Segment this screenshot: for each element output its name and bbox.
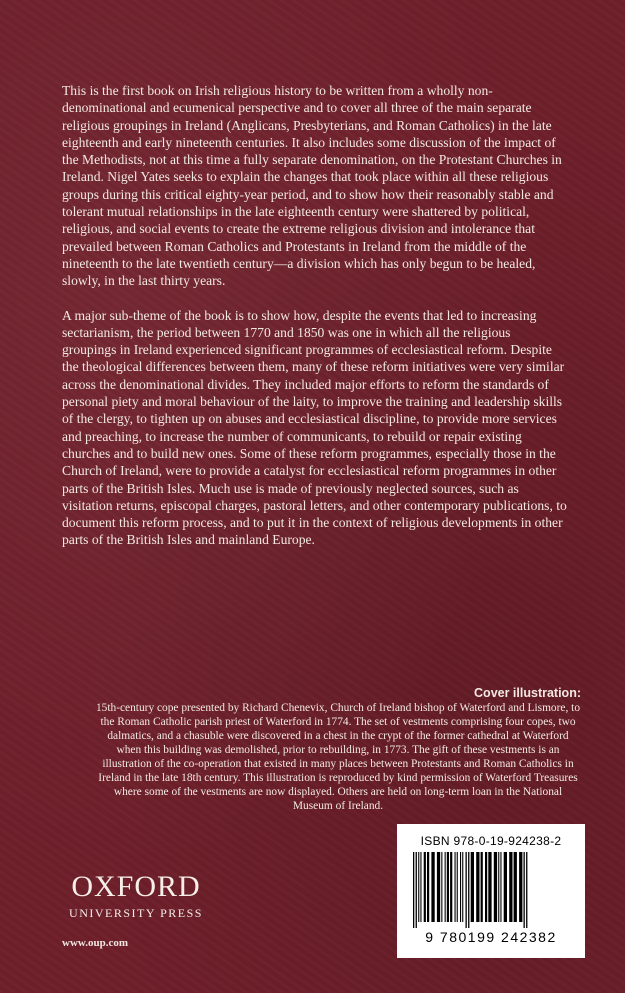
- barcode-bars: [409, 852, 573, 928]
- blurb-paragraph-2: A major sub-theme of the book is to show how, despite the events that led to increasing sectarianism, the period between 1770 and 1850 was one in which all the religious groupings in Ireland experienced significant programmes of ecclesiastical reform. Despite the theological differences between them, many of these reform initiatives were very similar across the denominational divides. They included major efforts to reform the standards of personal piety and moral behaviour of the laity, to improve the training and leadership skills of the clergy, to tighten up on abuses and ecclesiastical discipline, to provide more services and preaching, to increase the number of communicants, to rebuild or repair existing churches and to build new ones. Some of these reform programmes, especially those in the Church of Ireland, were to provide a catalyst for ecclesiastical reform programmes in other parts of the British Isles. Much use is made of previously neglected sources, such as visitation returns, episcopal charges, pastoral letters, and other contemporary publications, to document this reform process, and to put it in the context of religious developments in other parts of the British Isles and mainland Europe.: [62, 307, 567, 548]
- cover-illustration-heading: Cover illustration:: [474, 686, 581, 700]
- back-cover-blurb: [62, 82, 568, 566]
- publisher-name: OXFORD: [71, 870, 201, 903]
- publisher-website: www.oup.com: [62, 937, 129, 949]
- cover-illustration-text: 15th-century cope presented by Richard Chenevix, Church of Ireland bishop of Waterford and Lismore, to the Roman Catholic parish priest of Waterford in 1774. The set of vestments comprising four copes, two dalmatics, and a chasuble were discovered in a chest in the crypt of the former cathedral at Waterford when this building was demolished, prior to rebuilding, in 1773. The gift of these vestments is an illustration of the co-operation that existed in many places between Protestants and Roman Catholics in Ireland in the late 18th century. This illustration is reproduced by kind permission of Waterford Treasures where some of the vestments are now displayed. Others are held on long-term loan in the National Museum of Ireland.: [95, 702, 581, 812]
- isbn-barcode: [397, 824, 585, 958]
- barcode-digits: 9 780199 242382: [425, 929, 557, 945]
- publisher-press: UNIVERSITY PRESS: [69, 906, 203, 920]
- oxford-logo: [62, 872, 210, 921]
- blurb-paragraph-1: This is the first book on Irish religious history to be written from a wholly non-denominational and ecumenical perspective and to cover all three of the main separate religious groupings in Ireland (Anglicans, Presbyterians, and Roman Catholics) in the late eighteenth and early nineteenth centuries. It also includes some discussion of the impact of the Methodists, not at this time a fully separate denomination, on the Protestant Churches in Ireland. Nigel Yates seeks to explain the changes that took place within all these religious groups during this critical eighty-year period, and to show how their reasonably stable and tolerant mutual relationships in the late eighteenth century were shattered by political, religious, and social events to create the extreme religious division and intolerance that prevailed between Roman Catholics and Protestants in Ireland from the middle of the nineteenth to the late twentieth century—a division which has only begun to be healed, slowly, in the last thirty years.: [62, 83, 562, 289]
- cover-illustration-credit: [95, 686, 581, 813]
- isbn-number: ISBN 978-0-19-924238-2: [420, 834, 562, 848]
